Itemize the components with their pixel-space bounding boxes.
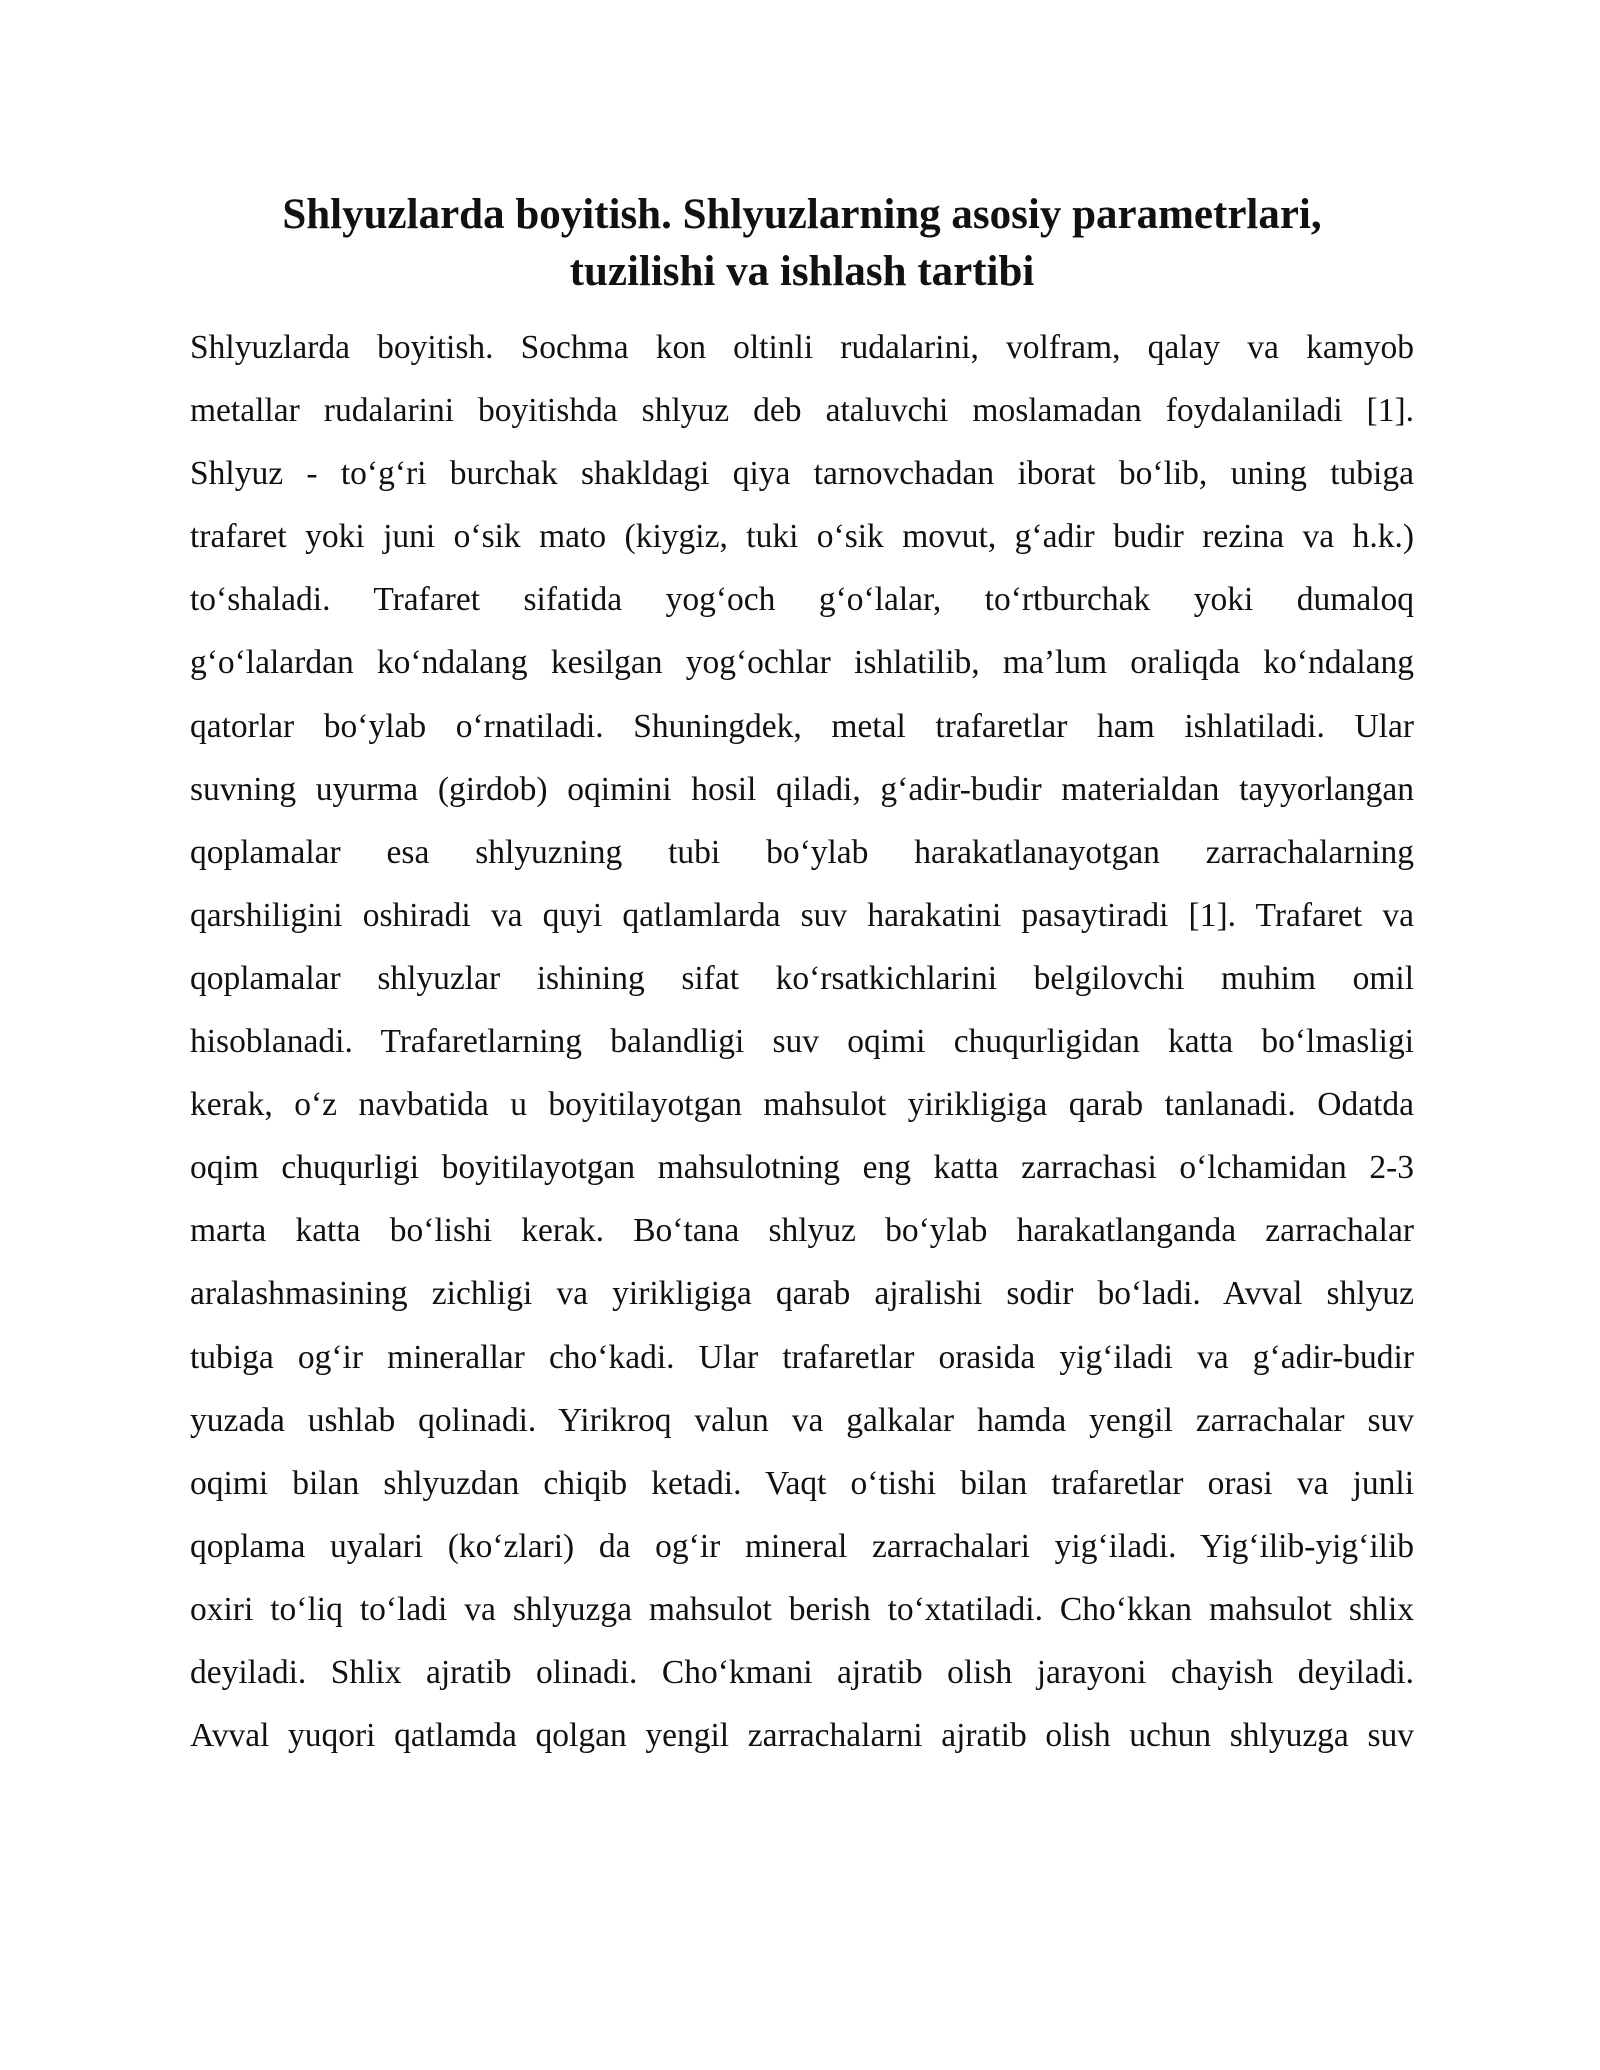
paragraph-line: oqimi bilan shlyuzdan chiqib ketadi. Vaqt o‘tishi bilan trafaretlar orasi va junli <box>190 1464 1414 1502</box>
document-title <box>190 186 1414 300</box>
paragraph-line: g‘o‘lalardan ko‘ndalang kesilgan yog‘ochlar ishlatilib, ma’lum oraliqda ko‘ndalang <box>190 644 1414 682</box>
paragraph-line: suvning uyurma (girdob) oqimini hosil qiladi, g‘adir-budir materialdan tayyorlangan <box>190 770 1414 808</box>
paragraph-line: qoplamalar shlyuzlar ishining sifat ko‘rsatkichlarini belgilovchi muhim omil <box>190 959 1414 997</box>
paragraph-line: Shlyuzlarda boyitish. Sochma kon oltinli rudalarini, volfram, qalay va kamyob <box>190 329 1414 366</box>
title-line: tuzilishi va ishlash tartibi <box>569 248 1035 295</box>
title-line: Shlyuzlarda boyitish. Shlyuzlarning asosiy parametrlari, <box>282 191 1322 238</box>
paragraph-line: marta katta bo‘lishi kerak. Bo‘tana shlyuz bo‘ylab harakatlanganda zarrachalar <box>190 1212 1414 1250</box>
paragraph-line: oqim chuqurligi boyitilayotgan mahsulotning eng katta zarrachasi o‘lchamidan 2-3 <box>190 1149 1414 1187</box>
document-page <box>190 186 1414 1767</box>
paragraph-line: qatorlar bo‘ylab o‘rnatiladi. Shuningdek, metal trafaretlar ham ishlatiladi. Ular <box>190 707 1414 745</box>
paragraph-line: Shlyuz - to‘g‘ri burchak shakldagi qiya tarnovchadan iborat bo‘lib, uning tubiga <box>190 455 1414 493</box>
paragraph-line: to‘shaladi. Trafaret sifatida yog‘och g‘o‘lalar, to‘rtburchak yoki dumaloq <box>190 581 1414 619</box>
paragraph-line: trafaret yoki juni o‘sik mato (kiygiz, tuki o‘sik movut, g‘adir budir rezina va h.k.) <box>190 518 1414 556</box>
body-paragraph <box>190 316 1414 1767</box>
paragraph-line: yuzada ushlab qolinadi. Yirikroq valun va galkalar hamda yengil zarrachalar suv <box>190 1401 1414 1439</box>
paragraph-line: deyiladi. Shlix ajratib olinadi. Cho‘kmani ajratib olish jarayoni chayish deyiladi. <box>190 1653 1414 1691</box>
paragraph-line: oxiri to‘liq to‘ladi va shlyuzga mahsulot berish to‘xtatiladi. Cho‘kkan mahsulot shlix <box>190 1590 1414 1628</box>
paragraph-line: kerak, o‘z navbatida u boyitilayotgan mahsulot yirikligiga qarab tanlanadi. Odatda <box>190 1086 1414 1124</box>
paragraph-line: hisoblanadi. Trafaretlarning balandligi suv oqimi chuqurligidan katta bo‘lmasligi <box>190 1023 1414 1061</box>
paragraph-line: aralashmasining zichligi va yirikligiga qarab ajralishi sodir bo‘ladi. Avval shlyuz <box>190 1275 1414 1313</box>
paragraph-line: tubiga og‘ir minerallar cho‘kadi. Ular trafaretlar orasida yig‘iladi va g‘adir-budir <box>190 1338 1414 1376</box>
paragraph-line: qoplamalar esa shlyuzning tubi bo‘ylab harakatlanayotgan zarrachalarning <box>190 833 1414 871</box>
paragraph-line: metallar rudalarini boyitishda shlyuz deb ataluvchi moslamadan foydalaniladi [1]. <box>190 392 1414 430</box>
paragraph-line: qarshiligini oshiradi va quyi qatlamlarda suv harakatini pasaytiradi [1]. Trafaret va <box>190 896 1414 934</box>
paragraph-line: Avval yuqori qatlamda qolgan yengil zarrachalarni ajratib olish uchun shlyuzga suv <box>190 1717 1414 1755</box>
paragraph-line: qoplama uyalari (ko‘zlari) da og‘ir mineral zarrachalari yig‘iladi. Yig‘ilib-yig‘ilib <box>190 1527 1414 1565</box>
